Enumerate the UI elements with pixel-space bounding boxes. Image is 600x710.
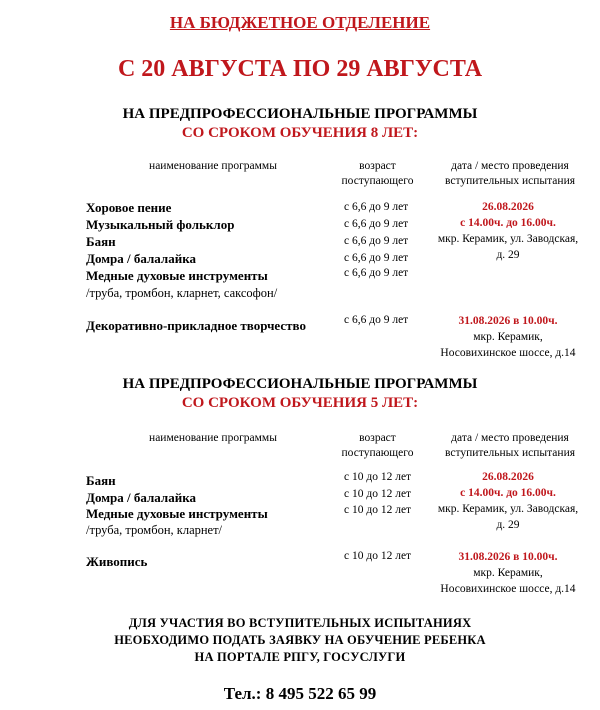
program-name: Медные духовые инструменты <box>86 506 268 521</box>
program-age: с 6,6 до 9 лет <box>344 235 409 247</box>
col-date-line1: дата / место проведения <box>451 160 569 172</box>
program-name: Декоративно-прикладное творчество <box>86 318 306 333</box>
exam-date: 26.08.2026 <box>482 201 534 213</box>
program-instruments: /труба, тромбон, кларнет/ <box>86 523 223 537</box>
notice-line: НА ПОРТАЛЕ РПГУ, ГОСУСЛУГИ <box>194 650 406 664</box>
application-notice <box>0 615 600 666</box>
program-age: с 10 до 12 лет <box>344 550 412 562</box>
exam-datetime: 31.08.2026 в 10.00ч. <box>458 551 558 563</box>
col-date-header <box>420 159 600 189</box>
exam-info <box>418 199 598 263</box>
section1-subheading: СО СРОКОМ ОБУЧЕНИЯ 8 ЛЕТ: <box>181 125 419 141</box>
exam-time: с 14.00ч. до 16.00ч. <box>460 217 556 229</box>
exam-date: 26.08.2026 <box>482 471 534 483</box>
exam-place: мкр. Керамик, <box>473 331 543 343</box>
col-age-line1: возраст <box>359 432 396 444</box>
section1-heading: НА ПРЕДПРОФЕССИОНАЛЬНЫЕ ПРОГРАММЫ <box>122 106 478 122</box>
program-age: с 6,6 до 9 лет <box>344 201 409 213</box>
col-date-line2: вступительных испытания <box>444 175 576 187</box>
program-age: с 10 до 12 лет <box>344 471 412 483</box>
contact-phone: Тел.: 8 495 522 65 99 <box>223 684 377 703</box>
exam-place: мкр. Керамик, <box>473 567 543 579</box>
program-name: Музыкальный фольклор <box>86 217 235 232</box>
program-name: Домра / балалайка <box>86 251 196 266</box>
col-age-header <box>325 159 430 189</box>
exam-place: мкр. Керамик, ул. Заводская, <box>437 503 579 515</box>
program-age: с 6,6 до 9 лет <box>344 267 409 279</box>
col-date-header <box>420 431 600 461</box>
page-title: НА БЮДЖЕТНОЕ ОТДЕЛЕНИЕ <box>169 13 431 32</box>
col-program-header: наименование программы <box>149 160 277 172</box>
col-program-header: наименование программы <box>149 432 277 444</box>
col-date-line2: вступительных испытания <box>444 447 576 459</box>
exam-place: Носовихинское шоссе, д.14 <box>440 583 576 595</box>
exam-place: д. 29 <box>496 249 520 261</box>
program-name: Медные духовые инструменты <box>86 268 268 283</box>
program-name: Баян <box>86 473 116 488</box>
col-age-line2: поступающего <box>341 175 414 187</box>
program-age: с 10 до 12 лет <box>344 504 412 516</box>
col-age-line2: поступающего <box>341 447 414 459</box>
notice-line: ДЛЯ УЧАСТИЯ ВО ВСТУПИТЕЛЬНЫХ ИСПЫТАНИЯХ <box>128 616 472 630</box>
program-age: с 6,6 до 9 лет <box>344 314 409 326</box>
exam-datetime: 31.08.2026 в 10.00ч. <box>458 315 558 327</box>
exam-time: с 14.00ч. до 16.00ч. <box>460 487 556 499</box>
section2-heading: НА ПРЕДПРОФЕССИОНАЛЬНЫЕ ПРОГРАММЫ <box>122 376 478 392</box>
date-range-heading: С 20 АВГУСТА ПО 29 АВГУСТА <box>117 56 483 82</box>
exam-place: д. 29 <box>496 519 520 531</box>
exam-info <box>418 469 598 533</box>
col-age-header <box>325 431 430 461</box>
section2-subheading: СО СРОКОМ ОБУЧЕНИЯ 5 ЛЕТ: <box>181 395 419 411</box>
program-age: с 6,6 до 9 лет <box>344 218 409 230</box>
program-age: с 10 до 12 лет <box>344 488 412 500</box>
col-date-line1: дата / место проведения <box>451 432 569 444</box>
exam-place: мкр. Керамик, ул. Заводская, <box>437 233 579 245</box>
program-name: Живопись <box>86 554 148 569</box>
col-age-line1: возраст <box>359 160 396 172</box>
program-name: Баян <box>86 234 116 249</box>
exam-info <box>418 549 598 597</box>
program-instruments: /труба, тромбон, кларнет, саксофон/ <box>86 286 278 300</box>
program-name: Хоровое пение <box>86 200 172 215</box>
notice-line: НЕОБХОДИМО ПОДАТЬ ЗАЯВКУ НА ОБУЧЕНИЕ РЕБЕНКА <box>114 633 486 647</box>
program-age: с 6,6 до 9 лет <box>344 252 409 264</box>
exam-place: Носовихинское шоссе, д.14 <box>440 347 576 359</box>
program-name: Домра / балалайка <box>86 490 196 505</box>
exam-info <box>418 313 598 361</box>
